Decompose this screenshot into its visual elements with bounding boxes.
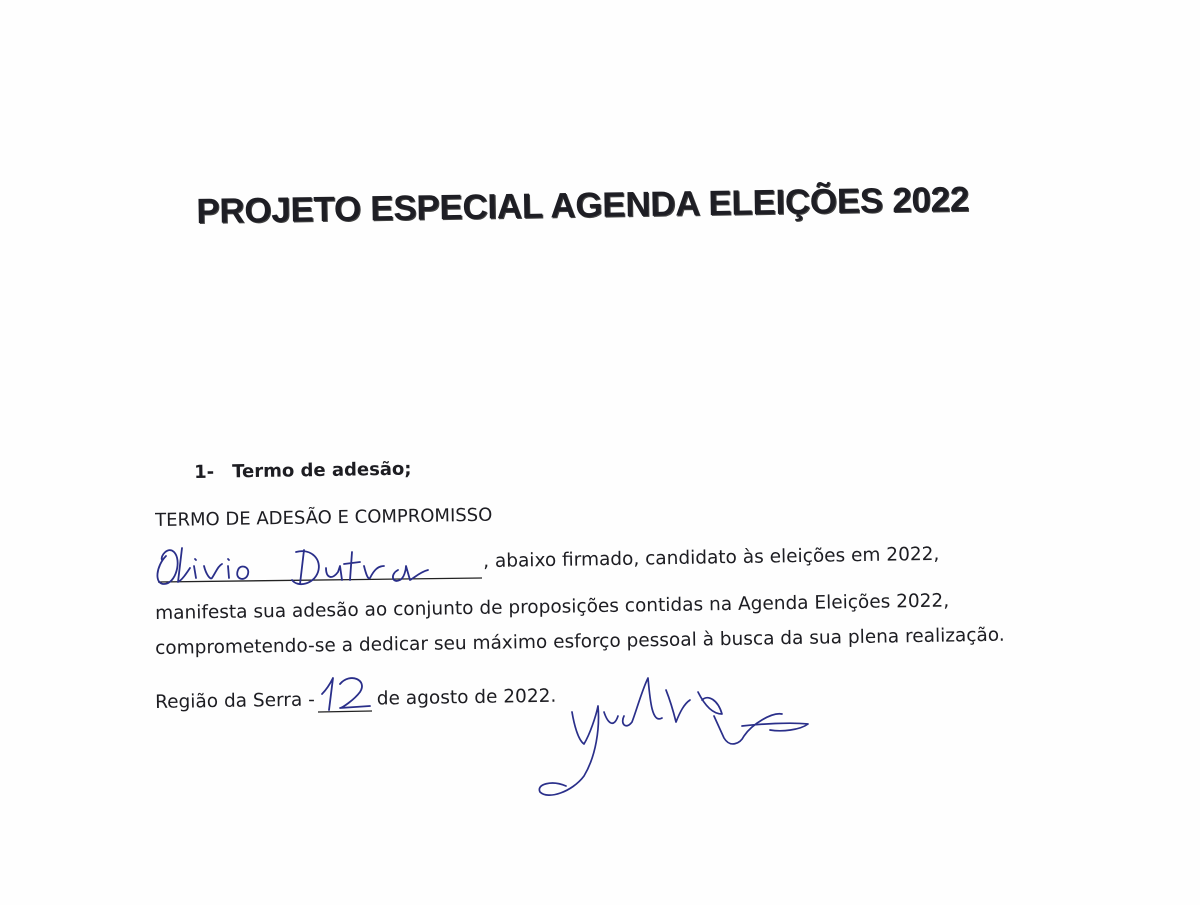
- date-suffix: de agosto de 2022.: [376, 685, 557, 710]
- day-underline: [318, 711, 372, 712]
- document-title: PROJETO ESPECIAL AGENDA ELEIÇÕES 2022: [196, 179, 970, 231]
- commitment-line-3: comprometendo-se a dedicar seu máximo esforço pessoal à busca da sua plena realização.: [155, 624, 1005, 659]
- commitment-line-2: manifesta sua adesão ao conjunto de proposições contidas na Agenda Eleições 2022,: [155, 590, 950, 624]
- candidate-signature: [539, 678, 808, 795]
- section-title: Termo de adesão;: [231, 458, 412, 483]
- handwritten-day: [322, 678, 370, 710]
- term-heading: TERMO DE ADESÃO E COMPROMISSO: [155, 504, 493, 531]
- name-underline: [158, 578, 482, 582]
- section-number: 1-: [194, 461, 215, 483]
- place-prefix: Região da Serra -: [155, 689, 316, 713]
- commitment-line-1: , abaixo firmado, candidato às eleições em 2022,: [483, 543, 940, 572]
